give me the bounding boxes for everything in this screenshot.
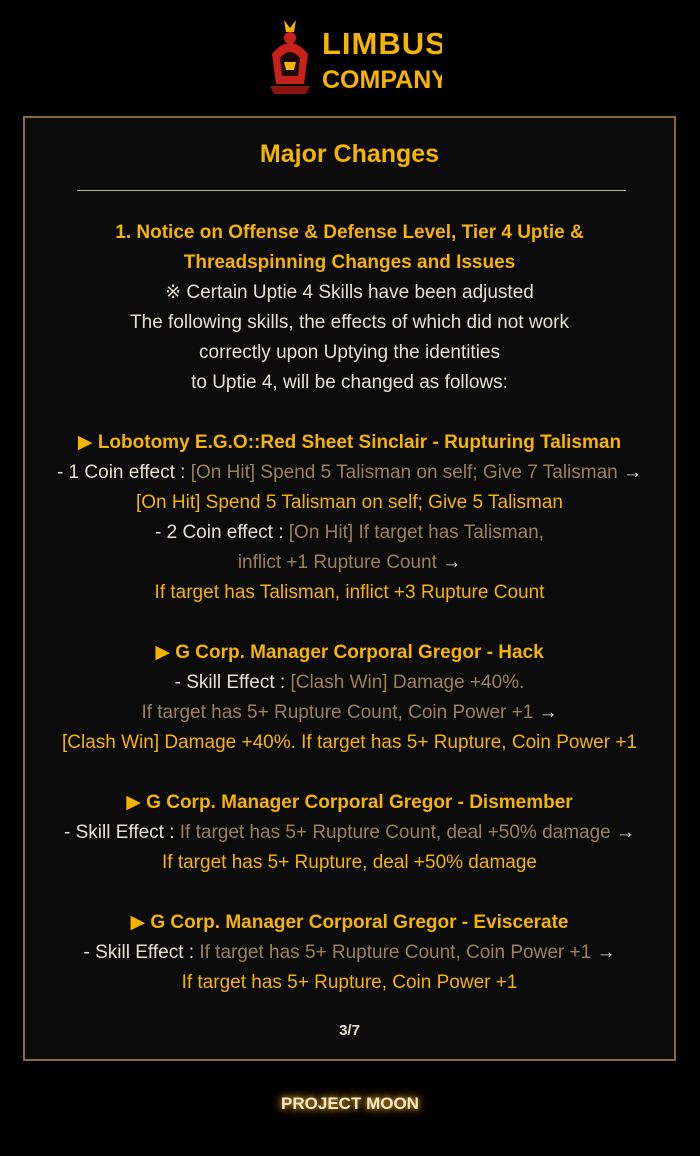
skill2-old-line2: If target has 5+ Rupture Count, Coin Power +1: [141, 702, 534, 723]
skill3-new: If target has 5+ Rupture, deal +50% damage: [162, 852, 537, 873]
project-moon-footer: PROJECT MOON: [281, 1094, 419, 1113]
section-note: ※ Certain Uptie 4 Skills have been adjusted: [165, 282, 534, 303]
skill4-old: If target has 5+ Rupture Count, Coin Power +1: [199, 942, 592, 963]
arrow-icon: →: [442, 552, 462, 573]
skill2-label: - Skill Effect :: [174, 672, 291, 693]
skill1-coin1-new: [On Hit] Spend 5 Talisman on self; Give 5 Talisman: [135, 492, 563, 513]
skill1-coin2-old-line1: [On Hit] If target has Talisman,: [288, 522, 544, 543]
skill4-label: - Skill Effect :: [83, 942, 200, 963]
skill1-coin2-old-line2: inflict +1 Rupture Count: [237, 552, 437, 573]
skill1-coin1-old: [On Hit] Spend 5 Talisman on self; Give 7 Talisman: [190, 462, 618, 483]
skill3-old: If target has 5+ Rupture Count, deal +50% damage: [179, 822, 611, 843]
skill4-header: ▶ G Corp. Manager Corporal Gregor - Eviscerate: [130, 912, 569, 933]
arrow-icon: →: [596, 942, 616, 963]
section-heading-line2: Threadspinning Changes and Issues: [183, 252, 516, 273]
section-desc-line2: correctly upon Uptying the identities: [199, 342, 500, 363]
skill1-coin2-change: [25, 518, 674, 548]
logo-line1: LIMBUS: [322, 26, 442, 61]
limbus-company-logo: [262, 14, 442, 98]
skill3-label: - Skill Effect :: [63, 822, 180, 843]
skill2-new: [Clash Win] Damage +40%. If target has 5+ Rupture, Coin Power +1: [61, 732, 638, 753]
title-divider: [77, 190, 626, 191]
section-desc-line3: to Uptie 4, will be changed as follows:: [191, 372, 508, 393]
skill3-header: ▶ G Corp. Manager Corporal Gregor - Dismember: [126, 792, 573, 813]
panel-title: Major Changes: [259, 140, 440, 168]
skill2-header: ▶ G Corp. Manager Corporal Gregor - Hack: [155, 642, 544, 663]
skill2-old-line1: [Clash Win] Damage +40%.: [290, 672, 525, 693]
skill4-new: If target has 5+ Rupture, Coin Power +1: [181, 972, 518, 993]
section-desc-line1: The following skills, the effects of which did not work: [130, 312, 569, 333]
skill4-effect-row: [25, 938, 674, 968]
skill1-coin1-change: [25, 458, 674, 488]
arrow-icon: →: [538, 702, 558, 723]
logo-line2: COMPANY: [322, 66, 442, 94]
arrow-icon: →: [623, 462, 643, 483]
notice-content: [25, 218, 674, 998]
skill1-coin2-old-line2-row: [25, 548, 674, 578]
limbus-company-emblem-icon: [262, 14, 442, 98]
skill2-old-line2-row: [25, 698, 674, 728]
page-indicator: 3/7: [339, 1022, 360, 1039]
skill2-effect-row: [25, 668, 674, 698]
skill1-coin1-label: - 1 Coin effect :: [56, 462, 191, 483]
skill1-header: ▶ Lobotomy E.G.O::Red Sheet Sinclair - Rupturing Talisman: [77, 432, 622, 453]
arrow-icon: →: [616, 822, 636, 843]
notice-panel: [23, 116, 676, 1061]
skill1-coin2-new: If target has Talisman, inflict +3 Rupture Count: [154, 582, 545, 603]
skill1-coin2-label: - 2 Coin effect :: [155, 522, 289, 543]
section-heading-line1: 1. Notice on Offense & Defense Level, Tier 4 Uptie &: [115, 222, 584, 243]
skill3-effect-row: [25, 818, 674, 848]
